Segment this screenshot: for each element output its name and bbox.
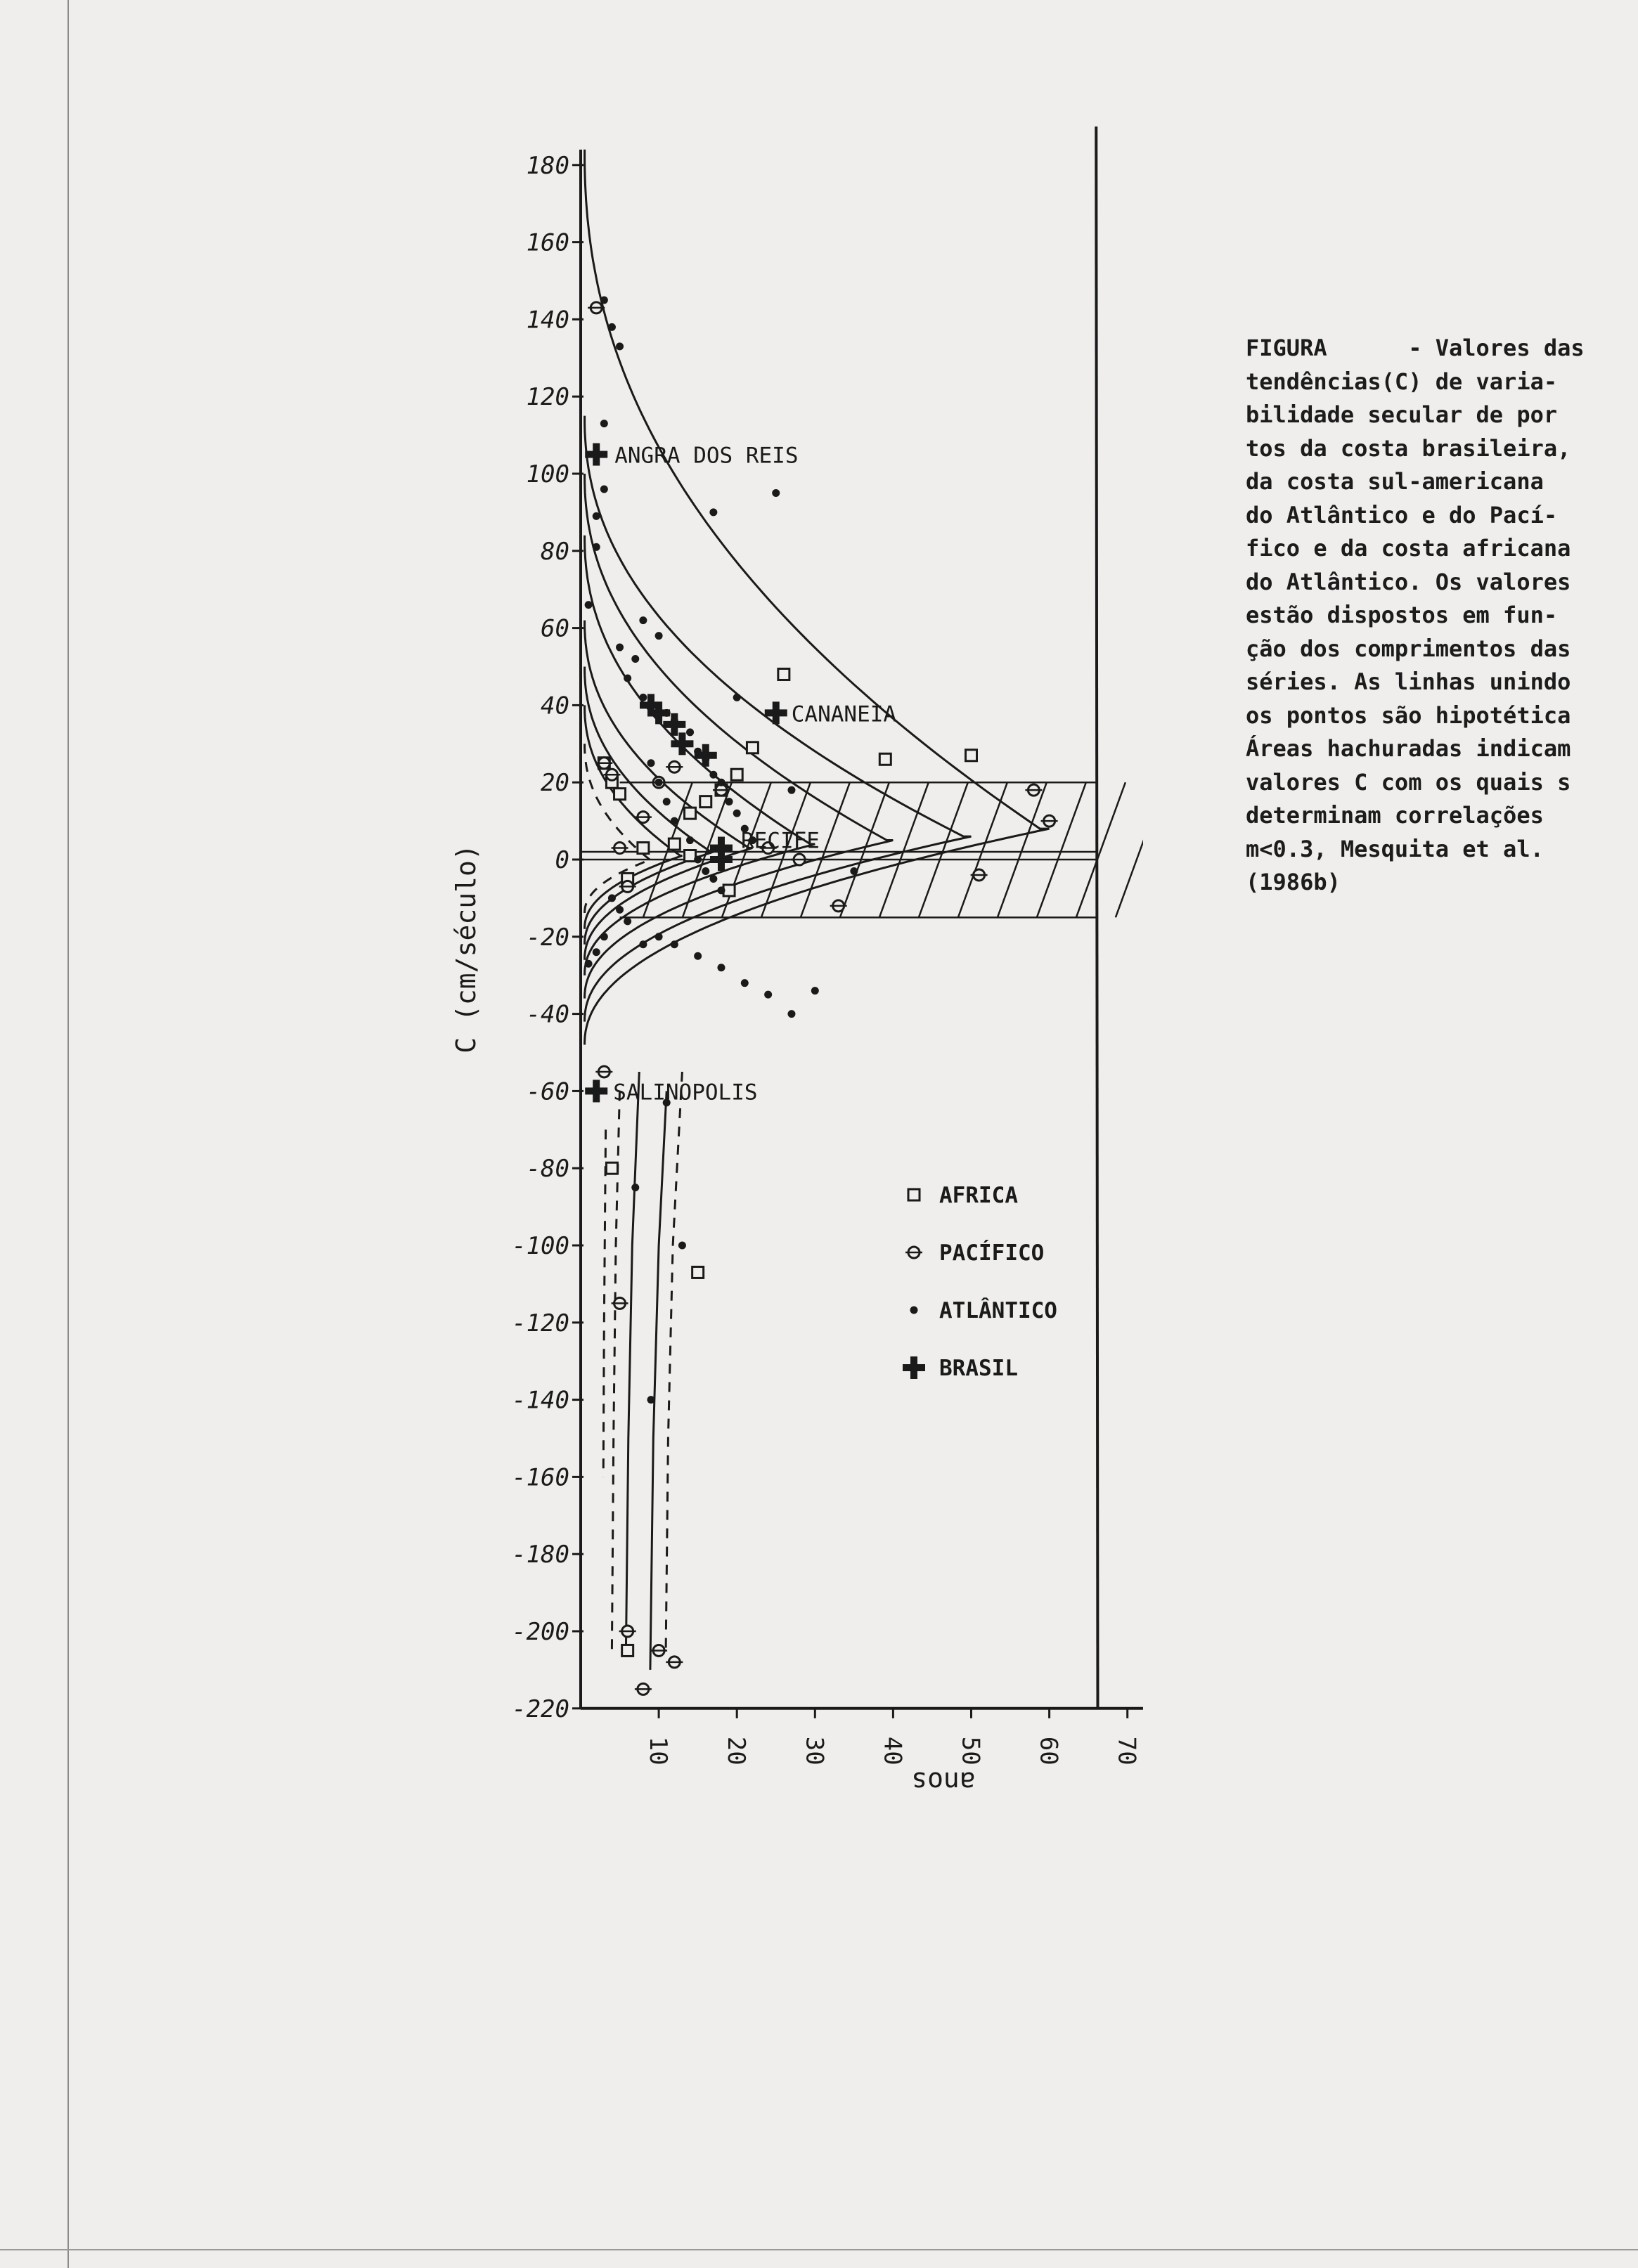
y-tick-label: 80	[541, 537, 569, 566]
point-filled-circle	[663, 798, 671, 805]
point-open-square	[638, 843, 649, 854]
point-open-circle-bar	[905, 1247, 922, 1258]
caption-line: tos da costa brasileira,	[1246, 434, 1571, 462]
hatch-stroke	[958, 782, 1007, 917]
point-open-square	[685, 808, 696, 819]
point-filled-circle	[631, 1184, 639, 1191]
point-open-square	[606, 1162, 617, 1174]
point-filled-circle	[764, 991, 772, 999]
x-tick-label: 10	[644, 1736, 673, 1765]
caption-line: os pontos são hipotética	[1246, 701, 1571, 729]
y-tick-label: -140	[512, 1386, 569, 1415]
low-arm-2	[612, 1091, 619, 1650]
annotation-salinopolis: SALINOPOLIS	[613, 1080, 758, 1106]
legend-label: AFRICA	[939, 1183, 1018, 1208]
caption-line: valores C com os quais s	[1246, 768, 1571, 796]
point-filled-circle	[733, 694, 741, 701]
low-arm-0	[650, 1091, 666, 1669]
point-open-circle-bar	[1041, 815, 1058, 827]
point-open-square	[669, 838, 680, 850]
caption-line: séries. As linhas unindo	[1246, 668, 1571, 695]
y-tick-label: -200	[512, 1618, 569, 1646]
point-filled-circle	[910, 1307, 918, 1314]
point-filled-circle	[639, 694, 647, 701]
y-axis-title: C (cm/século)	[451, 844, 482, 1054]
caption-line: Áreas hachuradas indicam	[1246, 735, 1571, 762]
y-tick-label: 180	[526, 151, 569, 180]
y-tick-label: 120	[526, 383, 569, 412]
x-tick-label: 40	[878, 1736, 907, 1765]
hatch-stroke	[1155, 782, 1204, 917]
point-filled-circle	[593, 543, 600, 551]
y-tick-label: 160	[526, 228, 569, 257]
caption-line: m<0.3, Mesquita et al.	[1246, 835, 1544, 862]
point-open-circle-bar	[971, 869, 988, 881]
point-open-circle-bar	[830, 900, 847, 912]
legend	[903, 1183, 1057, 1381]
point-filled-circle	[709, 771, 717, 779]
point-filled-circle	[631, 655, 639, 663]
point-filled-circle	[787, 1010, 795, 1018]
point-cross	[695, 744, 717, 767]
point-filled-circle	[600, 485, 608, 493]
y-tick-label: 0	[555, 846, 569, 874]
caption-line: estão dispostos em fun-	[1246, 602, 1558, 628]
y-tick-label: 140	[526, 306, 569, 335]
low-arm-3	[666, 1072, 682, 1650]
right-border-line	[1096, 127, 1097, 1709]
caption-line: tendências(C) de varia-	[1246, 368, 1558, 395]
hatch-stroke	[919, 782, 968, 917]
point-filled-circle	[694, 952, 702, 960]
point-filled-circle	[616, 342, 624, 350]
point-filled-circle	[600, 420, 608, 427]
point-filled-circle	[686, 728, 694, 736]
low-arm-4	[603, 1129, 605, 1477]
hatch-stroke	[1116, 782, 1165, 917]
low-arm-1	[626, 1072, 639, 1650]
annotation-angra-dos-reis: ANGRA DOS REIS	[614, 443, 799, 469]
point-open-square	[622, 1645, 633, 1656]
point-filled-circle	[655, 933, 663, 940]
x-axis-title: anos	[911, 1766, 976, 1797]
y-tick-label: -160	[512, 1463, 569, 1492]
point-filled-circle	[850, 867, 858, 875]
y-tick-label: 40	[541, 692, 569, 720]
point-filled-circle	[671, 817, 678, 825]
legend-label: BRASIL	[939, 1356, 1018, 1381]
point-open-square	[692, 1266, 704, 1278]
point-cross	[585, 1080, 607, 1102]
y-tick-label: 20	[541, 769, 569, 798]
point-filled-circle	[624, 674, 631, 682]
point-open-square	[778, 668, 789, 680]
point-filled-circle	[811, 987, 819, 994]
annotation-cananeia: CANANEIA	[791, 701, 897, 727]
point-open-square	[908, 1189, 920, 1200]
caption-line: do Atlântico. Os valores	[1246, 568, 1571, 595]
point-open-circle-bar	[619, 1626, 636, 1637]
y-tick-label: 60	[541, 614, 569, 643]
y-tick-label: -220	[512, 1694, 569, 1723]
point-cross	[765, 701, 787, 724]
point-open-circle-bar	[666, 1657, 683, 1668]
point-filled-circle	[709, 875, 717, 883]
point-filled-circle	[647, 1396, 654, 1404]
point-open-square	[614, 789, 626, 800]
point-filled-circle	[671, 940, 678, 948]
y-tick-label: 100	[526, 460, 569, 488]
curve-0	[585, 150, 1050, 1045]
point-filled-circle	[600, 933, 608, 940]
point-filled-circle	[593, 948, 600, 956]
point-filled-circle	[585, 960, 593, 968]
point-filled-circle	[608, 323, 616, 331]
point-filled-circle	[787, 786, 795, 794]
point-filled-circle	[709, 508, 717, 516]
hatch-stroke	[1076, 782, 1126, 917]
hatch-stroke	[1037, 782, 1086, 917]
y-tick-label: -20	[526, 923, 569, 952]
point-open-square	[685, 850, 696, 862]
point-filled-circle	[694, 856, 702, 864]
point-open-circle-bar	[635, 1683, 652, 1694]
point-open-circle-bar	[650, 1645, 667, 1656]
point-filled-circle	[647, 759, 654, 767]
x-tick-label: 50	[956, 1736, 985, 1765]
hatch-stroke	[879, 782, 929, 917]
y-tick-label: -80	[526, 1155, 569, 1184]
point-filled-circle	[616, 906, 624, 914]
caption-line: FIGURA - Valores das	[1246, 335, 1585, 361]
figure-caption	[1246, 332, 1637, 900]
y-tick-label: -180	[512, 1541, 569, 1569]
y-tick-label: -40	[526, 1000, 569, 1029]
point-filled-circle	[616, 644, 624, 652]
point-open-square	[966, 750, 977, 761]
point-open-square	[879, 753, 891, 765]
point-filled-circle	[624, 917, 631, 925]
point-filled-circle	[717, 886, 725, 894]
point-cross	[903, 1356, 925, 1379]
caption-line: (1986b)	[1246, 869, 1341, 895]
point-open-square	[700, 796, 711, 808]
point-filled-circle	[608, 894, 616, 902]
caption-line: determinam correlações	[1246, 802, 1544, 829]
x-tick-label: 70	[1112, 1736, 1141, 1765]
caption-line: ção dos comprimentos das	[1246, 635, 1571, 662]
x-tick-label: 30	[800, 1736, 829, 1765]
point-filled-circle	[741, 979, 749, 987]
x-tick-label: 60	[1034, 1736, 1063, 1765]
point-filled-circle	[686, 836, 694, 844]
y-tick-label: -60	[526, 1077, 569, 1106]
point-open-circle-bar	[595, 1066, 612, 1077]
point-filled-circle	[726, 798, 733, 805]
y-tick-label: -120	[512, 1309, 569, 1337]
point-open-square	[747, 742, 758, 753]
point-filled-circle	[639, 616, 647, 624]
point-filled-circle	[772, 489, 780, 497]
point-filled-circle	[717, 964, 725, 971]
caption-line: bilidade secular de por	[1246, 401, 1558, 428]
point-filled-circle	[593, 512, 600, 520]
x-tick-label: 20	[722, 1736, 751, 1765]
legend-label: PACÍFICO	[939, 1240, 1045, 1266]
point-open-circle-bar	[666, 761, 683, 772]
point-filled-circle	[717, 779, 725, 786]
point-filled-circle	[655, 779, 663, 786]
point-open-square	[723, 885, 735, 896]
data-points	[585, 296, 1058, 1694]
hatch-stroke	[840, 782, 889, 917]
axes	[512, 152, 1141, 1765]
caption-line: do Atlântico e do Pací-	[1246, 501, 1558, 529]
point-filled-circle	[678, 1242, 686, 1250]
caption-line: fico e da costa africana	[1246, 535, 1571, 562]
legend-label: ATLÂNTICO	[939, 1298, 1057, 1323]
hatch-stroke	[998, 782, 1047, 917]
point-filled-circle	[655, 632, 663, 640]
point-open-circle-bar	[612, 1297, 628, 1309]
point-filled-circle	[639, 940, 647, 948]
point-filled-circle	[733, 810, 741, 817]
station-annotations	[613, 443, 896, 1106]
hypothetical-curves	[585, 150, 1050, 1670]
annotation-recife: RECIFE	[740, 828, 820, 854]
point-filled-circle	[600, 296, 608, 304]
point-open-square	[731, 769, 742, 780]
y-tick-label: -100	[512, 1232, 569, 1260]
point-open-circle-bar	[1025, 784, 1042, 796]
point-filled-circle	[585, 601, 593, 609]
point-filled-circle	[702, 867, 709, 875]
caption-line: da costa sul-americana	[1246, 468, 1544, 495]
